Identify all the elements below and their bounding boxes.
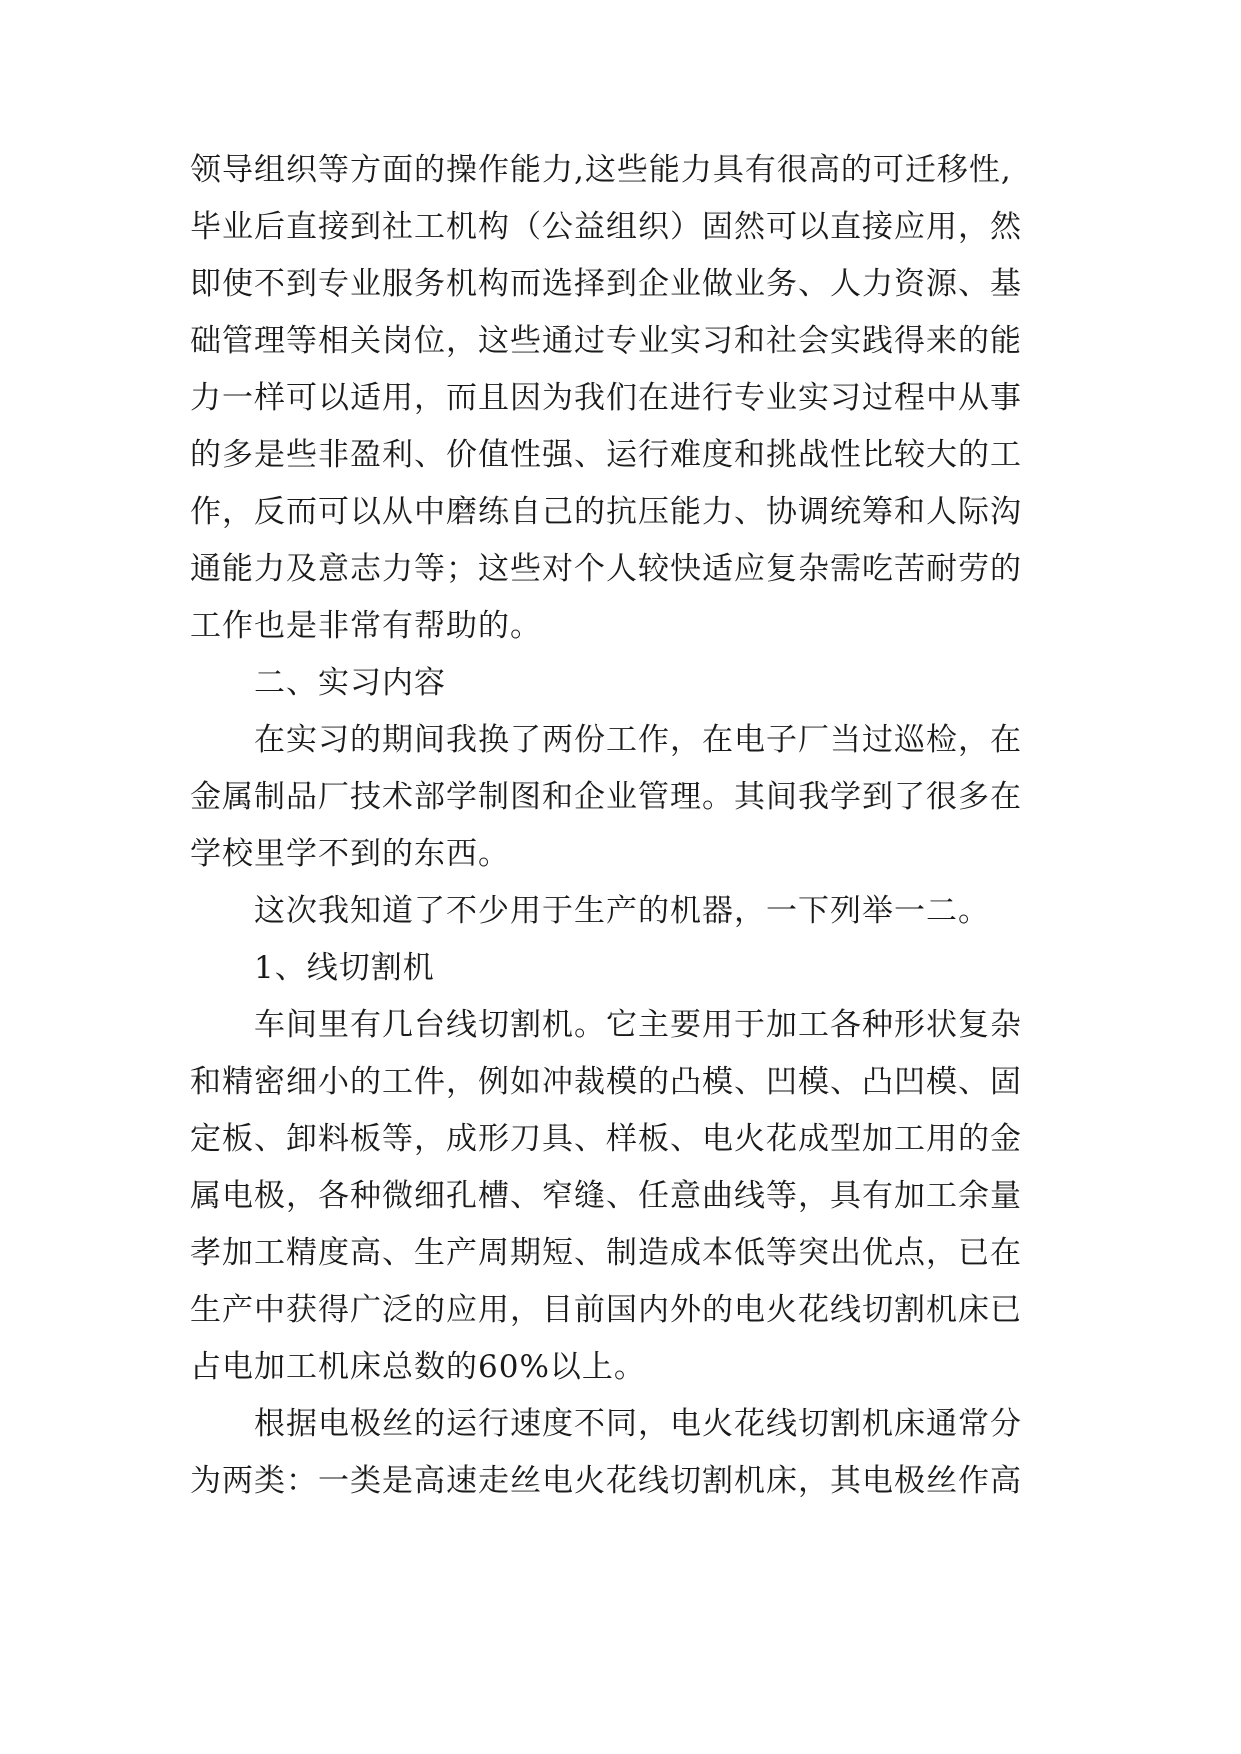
text-line: 工作也是非常有帮助的。 [190, 608, 542, 644]
text-line: 定板、卸料板等，成形刀具、样板、电火花成型加工用的金 [190, 1121, 1022, 1157]
text-line: 在实习的期间我换了两份工作，在电子厂当过巡检，在 [254, 722, 1022, 758]
text-line: 即使不到专业服务机构而选择到企业做业务、人力资源、基 [190, 266, 1022, 302]
text-line: 占电加工机床总数的60%以上。 [190, 1349, 646, 1385]
text-line: 领导组织等方面的操作能力,这些能力具有很高的可迁移性, [190, 152, 1012, 188]
text-line: 这次我知道了不少用于生产的机器，一下列举一二。 [254, 893, 990, 929]
text-line: 学校里学不到的东西。 [190, 836, 510, 872]
section-heading: 二、实习内容 [254, 665, 446, 701]
text-line: 金属制品厂技术部学制图和企业管理。其间我学到了很多在 [190, 779, 1022, 815]
text-line: 作，反而可以从中磨练自己的抗压能力、协调统筹和人际沟 [190, 494, 1022, 530]
text-line: 础管理等相关岗位，这些通过专业实习和社会实践得来的能 [190, 323, 1022, 359]
text-line: 根据电极丝的运行速度不同，电火花线切割机床通常分 [254, 1406, 1022, 1442]
text-line: 和精密细小的工件，例如冲裁模的凸模、凹模、凸凹模、固 [190, 1064, 1022, 1100]
text-line: 力一样可以适用，而且因为我们在进行专业实习过程中从事 [190, 380, 1022, 416]
text-line: 通能力及意志力等；这些对个人较快适应复杂需吃苦耐劳的 [190, 551, 1022, 587]
text-line: 的多是些非盈利、价值性强、运行难度和挑战性比较大的工 [190, 437, 1022, 473]
subsection-heading: 1、线切割机 [254, 950, 435, 986]
text-line: 毕业后直接到社工机构（公益组织）固然可以直接应用，然 [190, 209, 1022, 245]
text-line: 属电极，各种微细孔槽、窄缝、任意曲线等，具有加工余量 [190, 1178, 1022, 1214]
text-line: 为两类：一类是高速走丝电火花线切割机床，其电极丝作高 [190, 1463, 1022, 1499]
text-line: 孝加工精度高、生产周期短、制造成本低等突出优点，已在 [190, 1235, 1022, 1271]
text-line: 车间里有几台线切割机。它主要用于加工各种形状复杂 [254, 1007, 1022, 1043]
text-line: 生产中获得广泛的应用，目前国内外的电火花线切割机床已 [190, 1292, 1022, 1328]
